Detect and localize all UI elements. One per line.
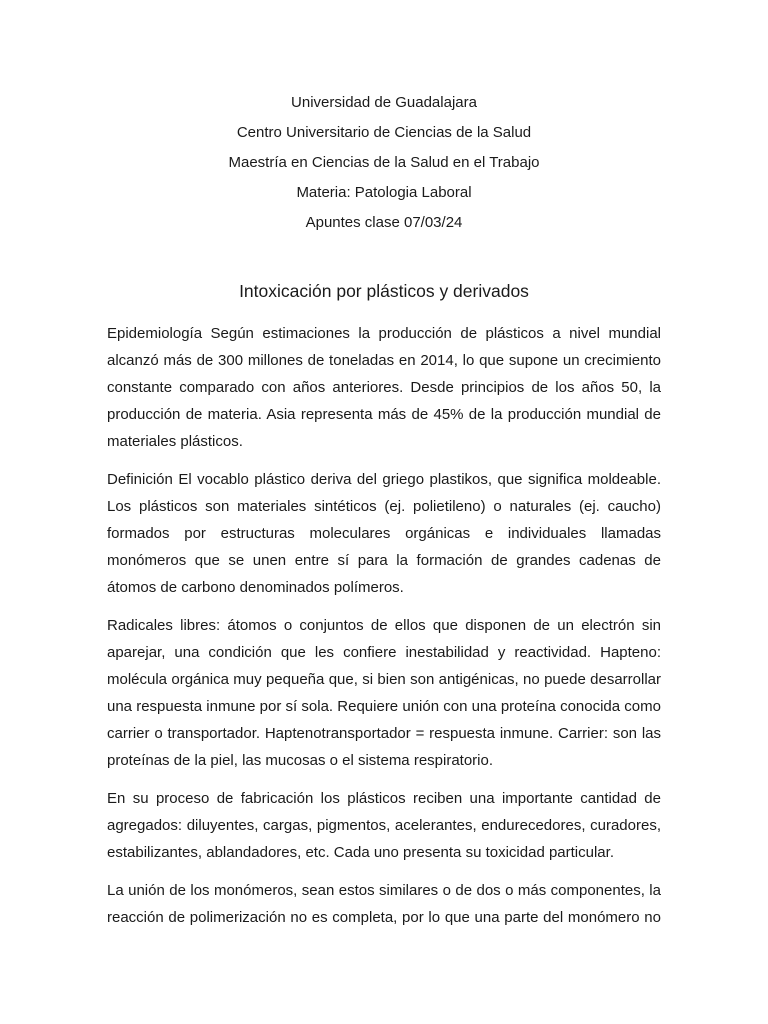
document-header	[107, 0, 661, 238]
class-notes-date: Apuntes clase 07/03/24	[305, 214, 463, 231]
paragraph-monomers: La unión de los monómeros, sean estos similares o de dos o más componentes, la reacción de polimerización no es completa, por lo que una parte del monómero no	[107, 882, 661, 926]
university-name: Universidad de Guadalajara	[291, 94, 477, 111]
paragraph-free-radicals: Radicales libres: átomos o conjuntos de ellos que disponen de un electrón sin aparejar, una condición que les confiere inestabilidad y reactividad. Hapteno: molécula orgánica muy pequeña que, si bien son antigénicas, no puede desarrollar una respuesta inmune por sí sola. Requiere unión con una proteína conocida como carrier o transportador. Haptenotransportador = respuesta inmune. Carrier: son las proteínas de la piel, las mucosas o el sistema respiratorio.	[107, 617, 661, 769]
document-title: Intoxicación por plásticos y derivados	[239, 281, 529, 301]
document-body	[107, 320, 661, 931]
paragraph-epidemiology: Epidemiología Según estimaciones la producción de plásticos a nivel mundial alcanzó más de 300 millones de toneladas en 2014, lo que supone un crecimiento constante comparado con años anteriores. Desde principios de los años 50, la producción de materia. Asia representa más de 45% de la producción mundial de materiales plásticos.	[107, 325, 661, 450]
program-name: Maestría en Ciencias de la Salud en el Trabajo	[228, 154, 540, 171]
paragraph-manufacturing: En su proceso de fabricación los plásticos reciben una importante cantidad de agregados: diluyentes, cargas, pigmentos, acelerantes, endurecedores, curadores, estabilizantes, ablandadores, etc. Cada uno presenta su toxicidad particular.	[107, 790, 661, 861]
paragraph-definition: Definición El vocablo plástico deriva del griego plastikos, que significa moldeable. Los plásticos son materiales sintéticos (ej. polietileno) o naturales (ej. caucho) formados por estructuras moleculares orgánicas e individuales llamadas monómeros que se unen entre sí para la formación de grandes cadenas de átomos de carbono denominados polímeros.	[107, 471, 661, 596]
subject-name: Materia: Patologia Laboral	[296, 184, 472, 201]
center-name: Centro Universitario de Ciencias de la Salud	[236, 124, 532, 141]
